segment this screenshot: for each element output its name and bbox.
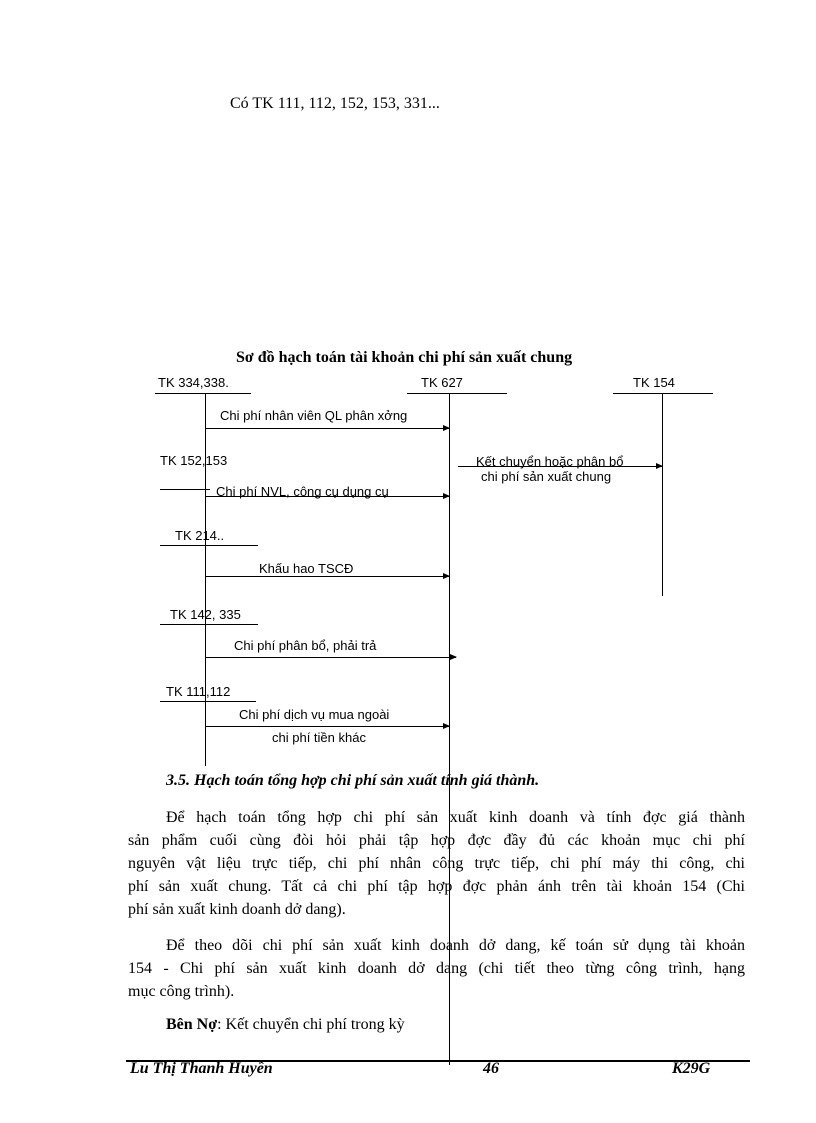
footer-author: Lu Thị Thanh Huyền [130,1060,273,1077]
account-tk142-line [160,624,258,625]
account-tk152: TK 152,153 [160,453,228,468]
flow-transfer-label-2: chi phí sản xuất chung [481,469,612,484]
paragraph-1-line: phí sản xuất kinh doanh dở dang). [128,901,346,918]
flow-staff-label: Chi phí nhân viên QL phân xởng [220,408,408,423]
paragraph-2 [128,934,745,1003]
top-account-line: Có TK 111, 112, 152, 153, 331... [230,95,440,112]
debit-label: Bên Nợ [166,1016,218,1033]
footer-page-number: 46 [483,1060,499,1077]
paragraph-1-line: Để hạch toán tổng hợp chi phí sản xuất kinh doanh và tính đợc giá thành [166,809,745,826]
account-tk334-line [155,393,251,394]
account-tk111: TK 111,112 [166,684,231,699]
flow-allocation-label: Chi phí phân bổ, phải trả [234,638,377,653]
paragraph-1 [128,806,745,921]
flow-allocation-arrow [205,657,456,658]
diagram-title: Sơ đồ hạch toán tài khoản chi phí sản xuất chung [236,349,573,366]
paragraph-2-line: mục công trình). [128,983,235,1000]
paragraph-1-line: sản phẩm cuối cùng đòi hỏi phải tập hợp đợc đầy đủ các khoản mục chi phí [128,832,745,849]
tk154-vertical-line [662,393,663,596]
flow-depreciation-label: Khấu hao TSCĐ [259,561,354,576]
flow-services-label-1: Chi phí dịch vụ mua ngoài [239,707,390,722]
account-tk152-line [160,489,210,490]
paragraph-1-line: nguyên vật liệu trực tiếp, chi phí nhân công trực tiếp, chi phí máy thi công, chi [128,855,745,872]
flow-materials-arrow [205,496,449,497]
flow-transfer-label-1: Kết chuyển hoặc phân bổ [476,454,624,469]
account-tk627-line [407,393,507,394]
flow-depreciation-arrow [205,576,449,577]
account-tk214-line [160,545,258,546]
account-tk142: TK 142, 335 [170,607,241,622]
paragraph-1-line: phí sản xuất chung. Tất cả chi phí tập hợp đợc phản ánh trên tài khoản 154 (Chi [128,878,745,895]
flow-materials-label: Chi phí NVL, công cụ dụng cụ [216,484,389,499]
account-tk111-line [160,701,256,702]
flow-staff-arrow [205,428,449,429]
source-vertical-line [205,393,206,766]
section-heading: 3.5. Hạch toán tổng hợp chi phí sản xuất tính giá thành. [166,772,540,789]
paragraph-2-line: 154 - Chi phí sản xuất kinh doanh dở dang (chi tiết theo từng công trình, hạng [128,960,745,977]
debit-line [166,1016,405,1034]
account-tk627: TK 627 [421,375,463,390]
account-tk154: TK 154 [633,375,675,390]
account-tk214: TK 214.. [175,528,225,543]
flow-services-label-2: chi phí tiền khác [272,730,366,745]
flow-services-arrow [205,726,449,727]
account-tk154-line [613,393,713,394]
debit-text: : Kết chuyển chi phí trong kỳ [217,1016,405,1033]
paragraph-2-line: Để theo dõi chi phí sản xuất kinh doanh dở dang, kế toán sử dụng tài khoản [166,937,745,954]
footer-code: K29G [672,1060,711,1077]
account-tk334: TK 334,338. [158,375,229,390]
